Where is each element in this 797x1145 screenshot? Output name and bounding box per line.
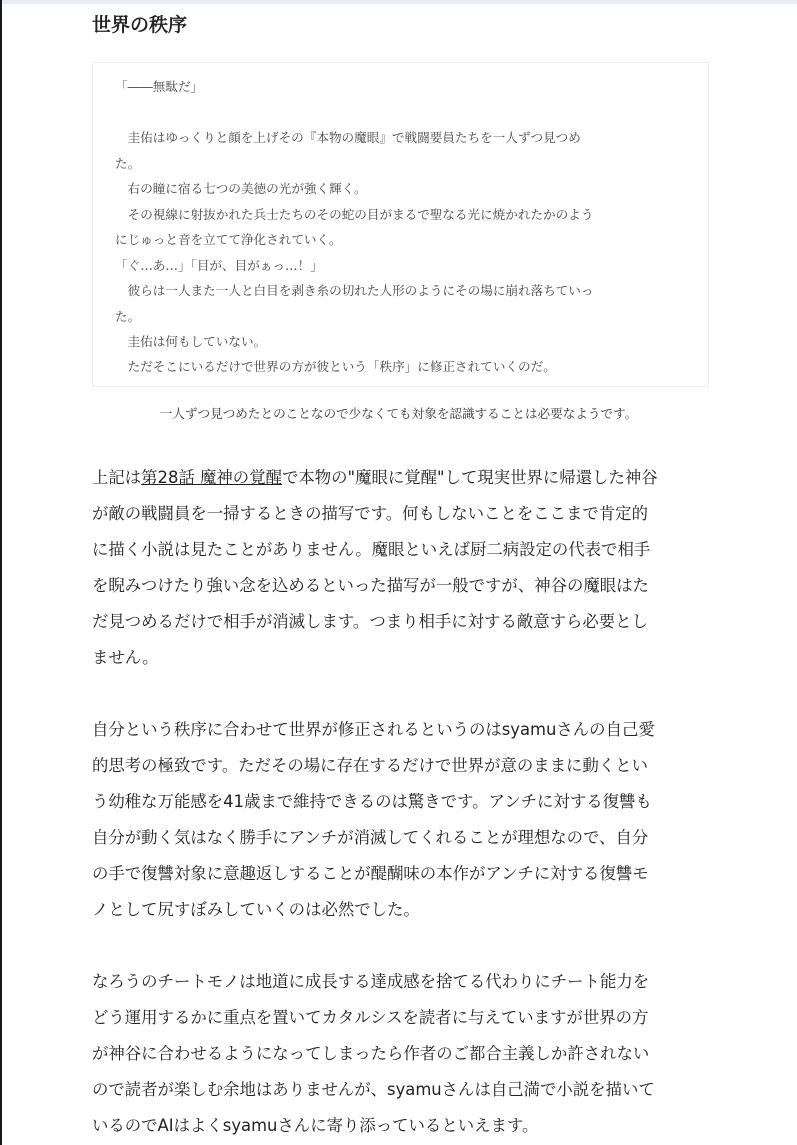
quote-line: た。 xyxy=(115,309,141,324)
quote-line: 圭佑はゆっくりと顔を上げその『本物の魔眼』で戦闘要員たちを一人ずつ見つめ xyxy=(115,130,581,145)
paragraph-3 xyxy=(92,964,705,1144)
paragraph-line: ません。 xyxy=(92,648,159,667)
quote-block xyxy=(92,62,709,387)
paragraph-line: が敵の戦闘員を一掃するときの描写です。何もしないことをここまで肯定的 xyxy=(92,504,648,523)
paragraph-line: ので読者が楽しむ余地はありませんが、syamuさんは自己満で小説を描いて xyxy=(92,1080,655,1099)
quote-line: 右の瞳に宿る七つの美徳の光が強く輝く。 xyxy=(115,181,367,196)
paragraph-1 xyxy=(92,460,705,676)
paragraph-line: だ見つめるだけで相手が消滅します。つまり相手に対する敵意すら必要とし xyxy=(92,612,648,631)
quote-line: 「ぐ…あ…」「目が、目がぁっ…！」 xyxy=(115,258,323,273)
quote-line: 彼らは一人また一人と白目を剥き糸の切れた人形のようにその場に崩れ落ちていっ xyxy=(115,283,594,298)
paragraph-line: ノとして尻すぼみしていくのは必然でした。 xyxy=(92,900,420,919)
paragraph-line: う幼稚な万能感を41歳まで維持できるのは驚きです。アンチに対する復讐も xyxy=(92,792,652,811)
paragraph-prefix: 上記は xyxy=(92,468,142,487)
paragraph-line xyxy=(92,460,705,496)
paragraph-line: 自分が動く気はなく勝手にアンチが消滅してくれることが理想なので、自分 xyxy=(92,828,649,847)
paragraph-2 xyxy=(92,712,705,928)
paragraph-line: いるのでAIはよくsyamuさんに寄り添っているといえます。 xyxy=(92,1116,539,1135)
section-heading: 世界の秩序 xyxy=(92,14,188,36)
quote-line: にじゅっと音を立てて浄化されていく。 xyxy=(115,232,342,247)
paragraph-line: が神谷に合わせるようになってしまったら作者のご都合主義しか許されない xyxy=(92,1044,650,1063)
episode-link[interactable]: 第28話 魔神の覚醒 xyxy=(141,468,282,487)
quote-line: 圭佑は何もしていない。 xyxy=(115,334,267,349)
paragraph-line: の手で復讐対象に意趣返しすることが醍醐味の本作がアンチに対する復讐モ xyxy=(92,864,649,883)
quote-line: 「――無駄だ」 xyxy=(115,79,204,94)
paragraph-line: 自分という秩序に合わせて世界が修正されるというのはsyamuさんの自己愛 xyxy=(92,720,655,739)
left-edge-rule xyxy=(0,0,2,1145)
top-strip xyxy=(0,0,797,4)
quote-caption: 一人ずつ見つめたとのことなので少なくても対象を認識することは必要なようです。 xyxy=(159,406,638,421)
quote-line: ただそこにいるだけで世界の方が彼という「秩序」に修正されていくのだ。 xyxy=(115,359,556,374)
paragraph-line: なろうのチートモノは地道に成長する達成感を捨てる代わりにチート能力を xyxy=(92,972,650,991)
paragraph-line: を睨みつけたり強い念を込めるといった描写が一般ですが、神谷の魔眼はた xyxy=(92,576,649,595)
paragraph-line: 的思考の極致です。ただその場に存在するだけで世界が意のままに動くとい xyxy=(92,756,648,775)
paragraph-line: に描く小説は見たことがありません。魔眼といえば厨二病設定の代表で相手 xyxy=(92,540,651,559)
paragraph-line: どう運用するかに重点を置いてカタルシスを読者に与えていますが世界の方 xyxy=(92,1008,649,1027)
paragraph-text: で本物の"魔眼に覚醒"して現実世界に帰還した神谷 xyxy=(281,468,658,487)
quote-line: その視線に射抜かれた兵士たちのその蛇の目がまるで聖なる光に焼かれたかのよう xyxy=(115,207,594,222)
quote-line: た。 xyxy=(115,156,141,171)
